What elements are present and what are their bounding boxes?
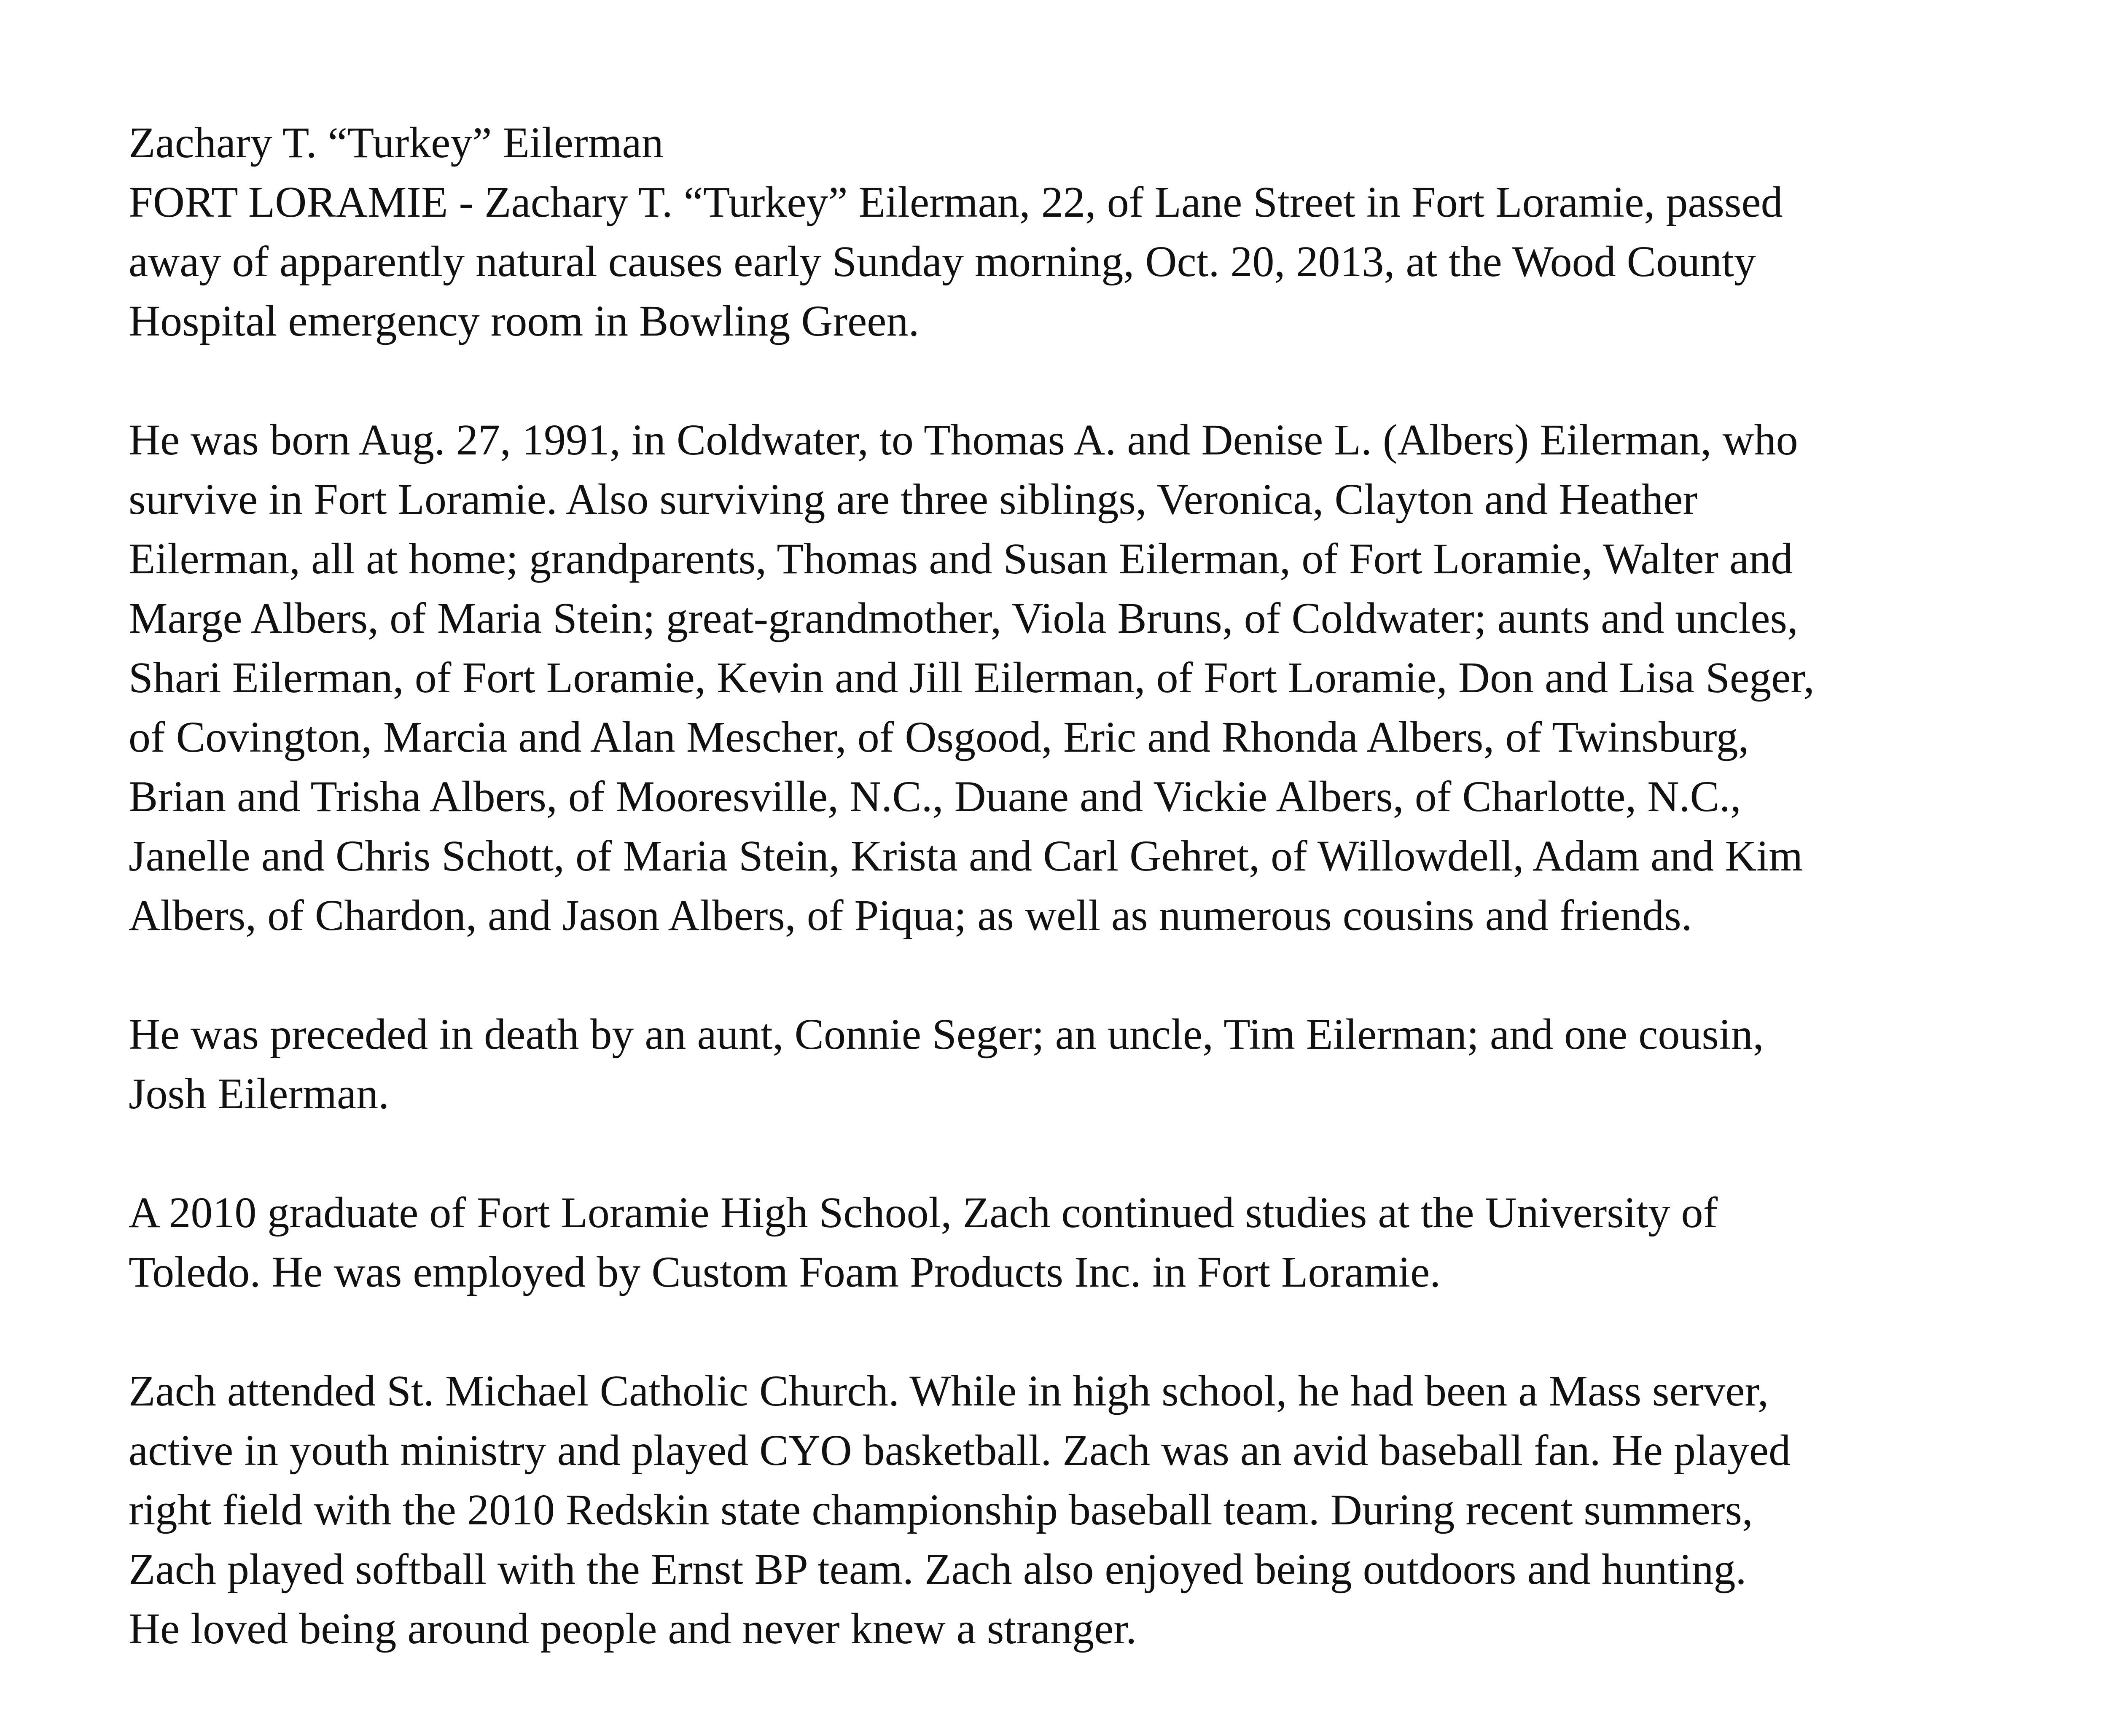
text-line: Shari Eilerman, of Fort Loramie, Kevin and Jill Eilerman, of Fort Loramie, Don and Lisa Seger, xyxy=(129,653,1815,702)
text-line: He was preceded in death by an aunt, Connie Seger; an uncle, Tim Eilerman; and one cousin, xyxy=(129,1010,1764,1059)
paragraph-survivors xyxy=(129,410,2108,945)
obituary-text xyxy=(129,113,2108,1718)
text-line: of Covington, Marcia and Alan Mescher, of Osgood, Eric and Rhonda Albers, of Twinsburg, xyxy=(129,713,1749,761)
text-line: Toledo. He was employed by Custom Foam Products Inc. in Fort Loramie. xyxy=(129,1248,1441,1296)
text-line: survive in Fort Loramie. Also surviving are three siblings, Veronica, Clayton and Heather xyxy=(129,475,1698,524)
text-line: Marge Albers, of Maria Stein; great-grandmother, Viola Bruns, of Coldwater; aunts and uncles, xyxy=(129,594,1798,642)
text-line: active in youth ministry and played CYO basketball. Zach was an avid baseball fan. He played xyxy=(129,1426,1791,1475)
text-line: right field with the 2010 Redskin state championship baseball team. During recent summers, xyxy=(129,1486,1753,1534)
obituary-title: Zachary T. “Turkey” Eilerman xyxy=(129,118,664,167)
text-line: Hospital emergency room in Bowling Green. xyxy=(129,297,920,345)
text-line: A 2010 graduate of Fort Loramie High School, Zach continued studies at the University of xyxy=(129,1188,1718,1237)
text-line: Janelle and Chris Schott, of Maria Stein, Krista and Carl Gehret, of Willowdell, Adam and Kim xyxy=(129,832,1803,880)
text-line: Eilerman, all at home; grandparents, Thomas and Susan Eilerman, of Fort Loramie, Walter and xyxy=(129,535,1793,583)
text-line: He was born Aug. 27, 1991, in Coldwater, to Thomas A. and Denise L. (Albers) Eilerman, who xyxy=(129,416,1798,464)
text-line: Josh Eilerman. xyxy=(129,1070,390,1118)
text-line: FORT LORAMIE - Zachary T. “Turkey” Eilerman, 22, of Lane Street in Fort Loramie, passed xyxy=(129,178,1783,226)
paragraph-education xyxy=(129,1183,2108,1302)
paragraph-preceded-in-death xyxy=(129,1005,2108,1123)
text-line: Brian and Trisha Albers, of Mooresville, N.C., Duane and Vickie Albers, of Charlotte, N.C., xyxy=(129,772,1741,821)
paragraph-interests xyxy=(129,1361,2108,1658)
paragraph-death-notice xyxy=(129,172,2108,351)
text-line: He loved being around people and never knew a stranger. xyxy=(129,1604,1137,1653)
text-line: Zach attended St. Michael Catholic Church. While in high school, he had been a Mass server, xyxy=(129,1367,1769,1415)
text-line: Albers, of Chardon, and Jason Albers, of Piqua; as well as numerous cousins and friends. xyxy=(129,891,1692,940)
text-line: away of apparently natural causes early Sunday morning, Oct. 20, 2013, at the Wood County xyxy=(129,237,1756,286)
text-line: Zach played softball with the Ernst BP team. Zach also enjoyed being outdoors and hunting. xyxy=(129,1545,1747,1594)
